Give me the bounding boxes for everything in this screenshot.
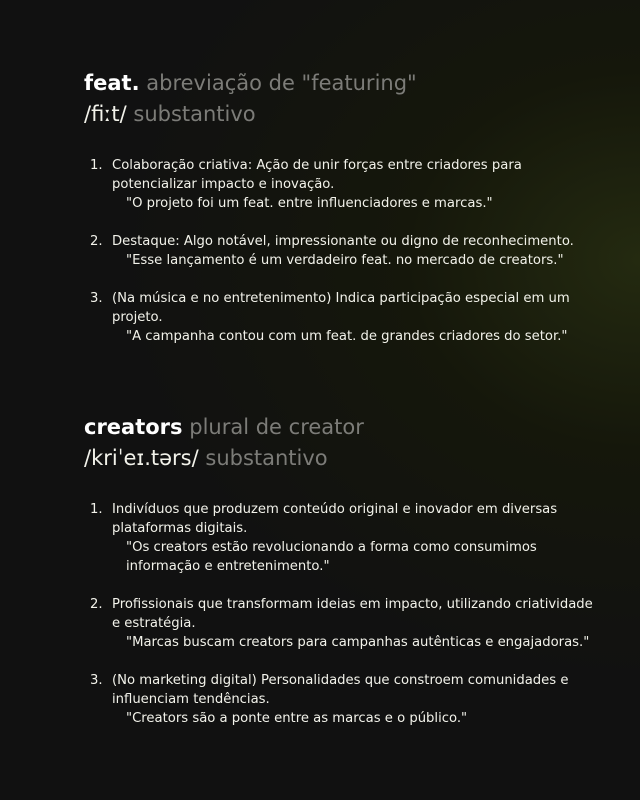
- definition-number: 3.: [90, 673, 103, 688]
- definition-example: "Creators são a ponte entre as marcas e o público.": [126, 711, 468, 726]
- definition-number: 2.: [90, 597, 103, 612]
- pronunciation: /fiːt/: [84, 102, 127, 126]
- definition-list: [84, 500, 604, 728]
- definition-example: "Os creators estão revolucionando a forma como consumimos informação e entretenimento.": [126, 540, 537, 574]
- entry-pronunciation-line: [84, 443, 604, 474]
- definition-text: Profissionais que transformam ideias em impacto, utilizando criatividade e estratégia.: [112, 597, 593, 631]
- pronunciation: /kriˈeɪ.tərs/: [84, 446, 199, 470]
- definition-item: [84, 595, 604, 652]
- dictionary-entry-feat: [84, 68, 604, 365]
- part-of-speech: substantivo: [205, 446, 328, 470]
- definition-example: "A campanha contou com um feat. de grandes criadores do setor.": [126, 329, 568, 344]
- definition-number: 2.: [90, 234, 103, 249]
- definition-example: "Esse lançamento é um verdadeiro feat. no mercado de creators.": [126, 253, 564, 268]
- entry-word: creators: [84, 415, 183, 439]
- definition-text: (Na música e no entretenimento) Indica participação especial em um projeto.: [112, 291, 570, 325]
- definition-text: Colaboração criativa: Ação de unir forças entre criadores para potencializar impacto e inovação.: [112, 158, 522, 192]
- entry-note: abreviação de "featuring": [146, 71, 417, 95]
- part-of-speech: substantivo: [133, 102, 256, 126]
- entry-headline: [84, 412, 604, 443]
- dictionary-entry-creators: [84, 412, 604, 747]
- entry-headline: [84, 68, 604, 99]
- definition-text: Destaque: Algo notável, impressionante ou digno de reconhecimento.: [112, 234, 574, 249]
- definition-item: [84, 289, 604, 346]
- definition-item: [84, 156, 604, 213]
- definition-item: [84, 671, 604, 728]
- definition-text: Indivíduos que produzem conteúdo original e inovador em diversas plataformas digitais.: [112, 502, 558, 536]
- entry-note: plural de creator: [189, 415, 364, 439]
- definition-example: "Marcas buscam creators para campanhas autênticas e engajadoras.": [126, 635, 590, 650]
- definition-number: 1.: [90, 502, 103, 517]
- definition-item: [84, 232, 604, 270]
- definition-number: 3.: [90, 291, 103, 306]
- entry-pronunciation-line: [84, 99, 604, 130]
- entry-word: feat.: [84, 71, 140, 95]
- definition-item: [84, 500, 604, 576]
- definition-number: 1.: [90, 158, 103, 173]
- definition-list: [84, 156, 604, 346]
- definition-example: "O projeto foi um feat. entre influenciadores e marcas.": [126, 196, 493, 211]
- definition-text: (No marketing digital) Personalidades que constroem comunidades e influenciam tendências.: [112, 673, 569, 707]
